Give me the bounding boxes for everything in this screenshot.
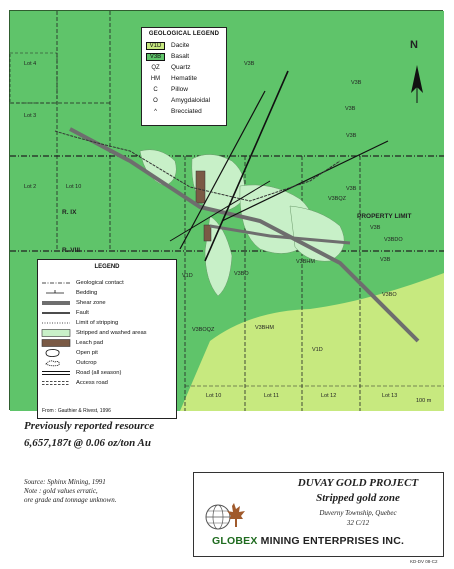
geo-legend-item: [146, 96, 210, 105]
access-road-icon: [42, 379, 70, 387]
geo-name: Hematite: [171, 75, 198, 82]
legend-label: Geological contact: [76, 280, 124, 286]
unit-label: V3B: [351, 80, 362, 86]
map-legend: [37, 259, 177, 419]
legend-item: [42, 279, 124, 287]
legend-item: [42, 319, 118, 327]
legend-label: Road (all season): [76, 370, 122, 376]
resource-line-2: 6,657,187t @ 0.06 oz/ton Au: [24, 437, 152, 449]
geo-code: V3B: [146, 53, 165, 61]
geo-name: Amygdaloidal: [171, 97, 211, 104]
road-icon: [42, 369, 70, 377]
unit-label: V3BHM: [255, 325, 274, 331]
unit-label: V3B: [346, 133, 357, 139]
legend-label: Fault: [76, 310, 89, 316]
geo-code: V1D: [146, 42, 165, 50]
lot-label: Lot 3: [24, 113, 37, 119]
north-label: N: [410, 39, 418, 51]
legend-item: [42, 299, 106, 307]
geo-name: Pillow: [171, 86, 188, 93]
bedding-icon: [42, 289, 70, 297]
legend-label: Outcrop: [76, 360, 97, 366]
property-limit-label: PROPERTY LIMIT: [357, 213, 412, 220]
geo-code: QZ: [151, 64, 160, 71]
lot-label: Lot 4: [24, 61, 37, 67]
legend-item: [42, 289, 97, 297]
leach-pad: [196, 171, 205, 203]
outcrop-icon: [42, 359, 70, 367]
legend-source: From : Gauthier & Rivest, 1996: [42, 408, 111, 414]
company-prefix: GLOBEX: [212, 535, 258, 547]
legend-label: Access road: [76, 380, 108, 386]
geological-legend: [141, 27, 227, 126]
legend-label: Open pit: [76, 350, 98, 356]
company-name: [212, 535, 440, 547]
lot-label: Lot 13: [382, 393, 398, 399]
geo-legend-item: [146, 41, 189, 50]
stripping-limit-icon: [42, 319, 70, 327]
project-subtitle: Stripped gold zone: [316, 492, 400, 504]
resource-statement: [24, 420, 154, 449]
map-frame: [9, 10, 443, 414]
geo-legend-item: [146, 85, 188, 94]
geo-name: Brecciated: [171, 108, 202, 115]
legend-item: [42, 309, 89, 317]
unit-label: V3BHM: [296, 259, 315, 265]
amygdaloidal-icon: O: [153, 97, 158, 104]
drawing-reference: KD-DV 08-C2: [410, 559, 438, 564]
resource-line-1: Previously reported resource: [24, 420, 155, 432]
shear-zone-icon: [42, 299, 70, 307]
fault-icon: [42, 309, 70, 317]
project-title-block: [193, 472, 444, 557]
unit-label: V3B: [244, 61, 255, 67]
lot-label: Lot 2: [24, 184, 37, 190]
lot-label: Lot 10: [206, 393, 222, 399]
unit-label: V3B: [345, 106, 356, 112]
geo-name: Basalt: [171, 53, 190, 60]
project-sheet: 32 C/12: [346, 519, 370, 527]
legend-item: [42, 339, 103, 347]
unit-label: V3B: [346, 186, 357, 192]
project-title: DUVAY GOLD PROJECT: [297, 477, 419, 489]
open-pit-icon: [42, 349, 70, 357]
stripped-area-icon: [42, 329, 70, 337]
geological-legend-title: GEOLOGICAL LEGEND: [148, 31, 220, 37]
unit-label: V3B: [380, 257, 391, 263]
source-note: [24, 478, 116, 505]
legend-item: [42, 369, 121, 377]
lot-label: Lot 12: [321, 393, 337, 399]
scale-bar: [416, 398, 431, 404]
unit-label: V1D: [182, 273, 193, 279]
legend-label: Limit of stripping: [76, 320, 119, 326]
unit-label: V3BOQZ: [192, 327, 215, 333]
geo-legend-item: [146, 63, 191, 72]
unit-label: V3BQZ: [328, 196, 347, 202]
legend-item: [42, 329, 147, 337]
contact-line-icon: [42, 279, 70, 287]
lot-label: Lot 11: [264, 393, 279, 399]
leach-pad-icon: [42, 339, 70, 347]
legend-item: [42, 379, 108, 387]
geo-legend-item: [146, 52, 189, 61]
geo-legend-item: [146, 74, 197, 83]
range-label: R. VIII: [62, 247, 81, 254]
unit-label: V3BO: [234, 271, 249, 277]
lot-label: Lot 10: [66, 184, 82, 190]
unit-label: V3BO: [382, 292, 397, 298]
unit-label: V3B: [370, 225, 381, 231]
legend-item: [42, 359, 97, 367]
legend-item: [42, 349, 98, 357]
scale-label: 100 m: [416, 398, 432, 404]
source-line-1: Source: Sphinx Mining, 1991: [24, 478, 106, 486]
legend-label: Bedding: [76, 290, 98, 296]
legend-label: Stripped and washed areas: [76, 330, 147, 336]
source-line-2: Note : gold values erratic,: [24, 487, 98, 495]
project-location: Duverny Township, Quebec: [319, 509, 397, 517]
geo-legend-item: [146, 107, 202, 116]
north-arrow-icon: [407, 47, 427, 103]
legend-title: LEGEND: [94, 264, 120, 270]
company-rest: MINING ENTERPRISES INC.: [257, 535, 405, 547]
globex-logo-icon: [204, 497, 248, 537]
unit-label: V1D: [312, 347, 323, 353]
unit-label: V3BDO: [384, 237, 403, 243]
legend-label: Leach pad: [76, 340, 104, 346]
source-line-3: ore grade and tonnage unknown.: [24, 496, 117, 504]
brecciated-icon: ^: [154, 108, 157, 115]
geo-name: Quartz: [171, 64, 191, 71]
range-label: R. IX: [62, 209, 77, 216]
legend-label: Shear zone: [76, 300, 106, 306]
pillow-icon: C: [153, 86, 158, 93]
geo-name: Dacite: [171, 42, 190, 49]
geo-code: HM: [150, 75, 161, 82]
